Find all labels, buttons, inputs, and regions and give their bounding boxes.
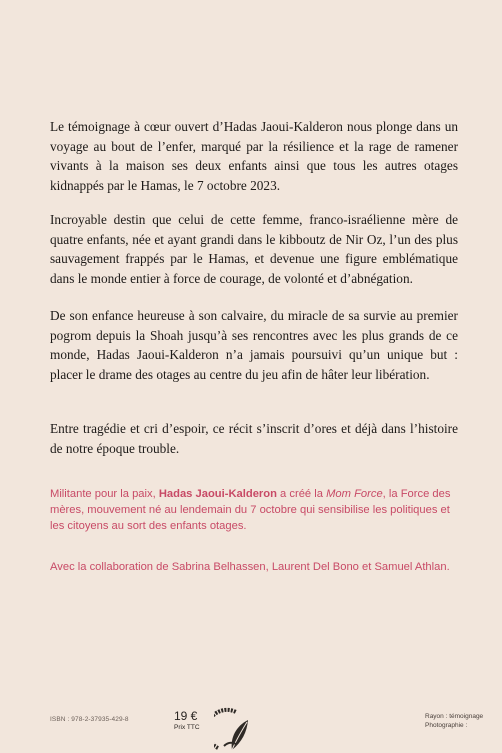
price-amount: 19 €: [174, 709, 198, 723]
eco-leaf-icon: [214, 704, 258, 753]
price-block: [174, 709, 200, 731]
summary-paragraph-1: Le témoignage à cœur ouvert d’Hadas Jaoui-Kalderon nous plonge dans un voyage au bout de l’enfer, marqué par la résilience et la rage de ramener vivants à la maison ses deux enfants ainsi que tous les autres otages kidnappés par le Hamas, le 7 octobre 2023.: [50, 119, 458, 193]
collaboration-credit: Avec la collaboration de Sabrina Belhassen, Laurent Del Bono et Samuel Athlan.: [50, 561, 450, 573]
author-bio: [50, 486, 462, 534]
bio-intro: Militante pour la paix,: [50, 488, 159, 500]
summary-paragraph-4: Entre tragédie et cri d’espoir, ce récit s’inscrit d’ores et déjà dans l’histoire de notre époque trouble.: [50, 421, 458, 456]
summary-paragraph-2: Incroyable destin que celui de cette femme, franco-israélienne mère de quatre enfants, née et ayant grandi dans le kibboutz de Nir Oz, l’un des plus sauvagement frappés par le Hamas, et devenue une figure emblématique dans le monde entier à force de courage, de volonté et d’abnégation.: [50, 212, 458, 286]
price-note: Prix TTC: [174, 724, 200, 731]
photo-credit-label: Photographie :: [425, 722, 468, 729]
summary-paragraph-3: De son enfance heureuse à son calvaire, du miracle de sa survie au premier pogrom depuis la Shoah jusqu’à ses rencontres avec les plus grands de ce monde, Hadas Jaoui-Kalderon n’a jamais poursuivi qu’un unique but : placer le drame des otages au centre du jeu afin de hâter leur libération.: [50, 308, 458, 382]
bio-rest: , la Force des mères, mouvement né au lendemain du 7 octobre qui sensibilise les politiques et les citoyens au sort des enfants otages.: [50, 488, 451, 532]
mom-force-name: Mom Force: [326, 488, 383, 500]
rayon-info: [425, 712, 483, 730]
isbn-label: ISBN : 978-2-37935-429-8: [50, 716, 129, 723]
rayon-label: Rayon : témoignage: [425, 713, 484, 720]
author-name: Hadas Jaoui-Kalderon: [158, 488, 277, 500]
bio-mid: a créé la: [276, 488, 327, 500]
